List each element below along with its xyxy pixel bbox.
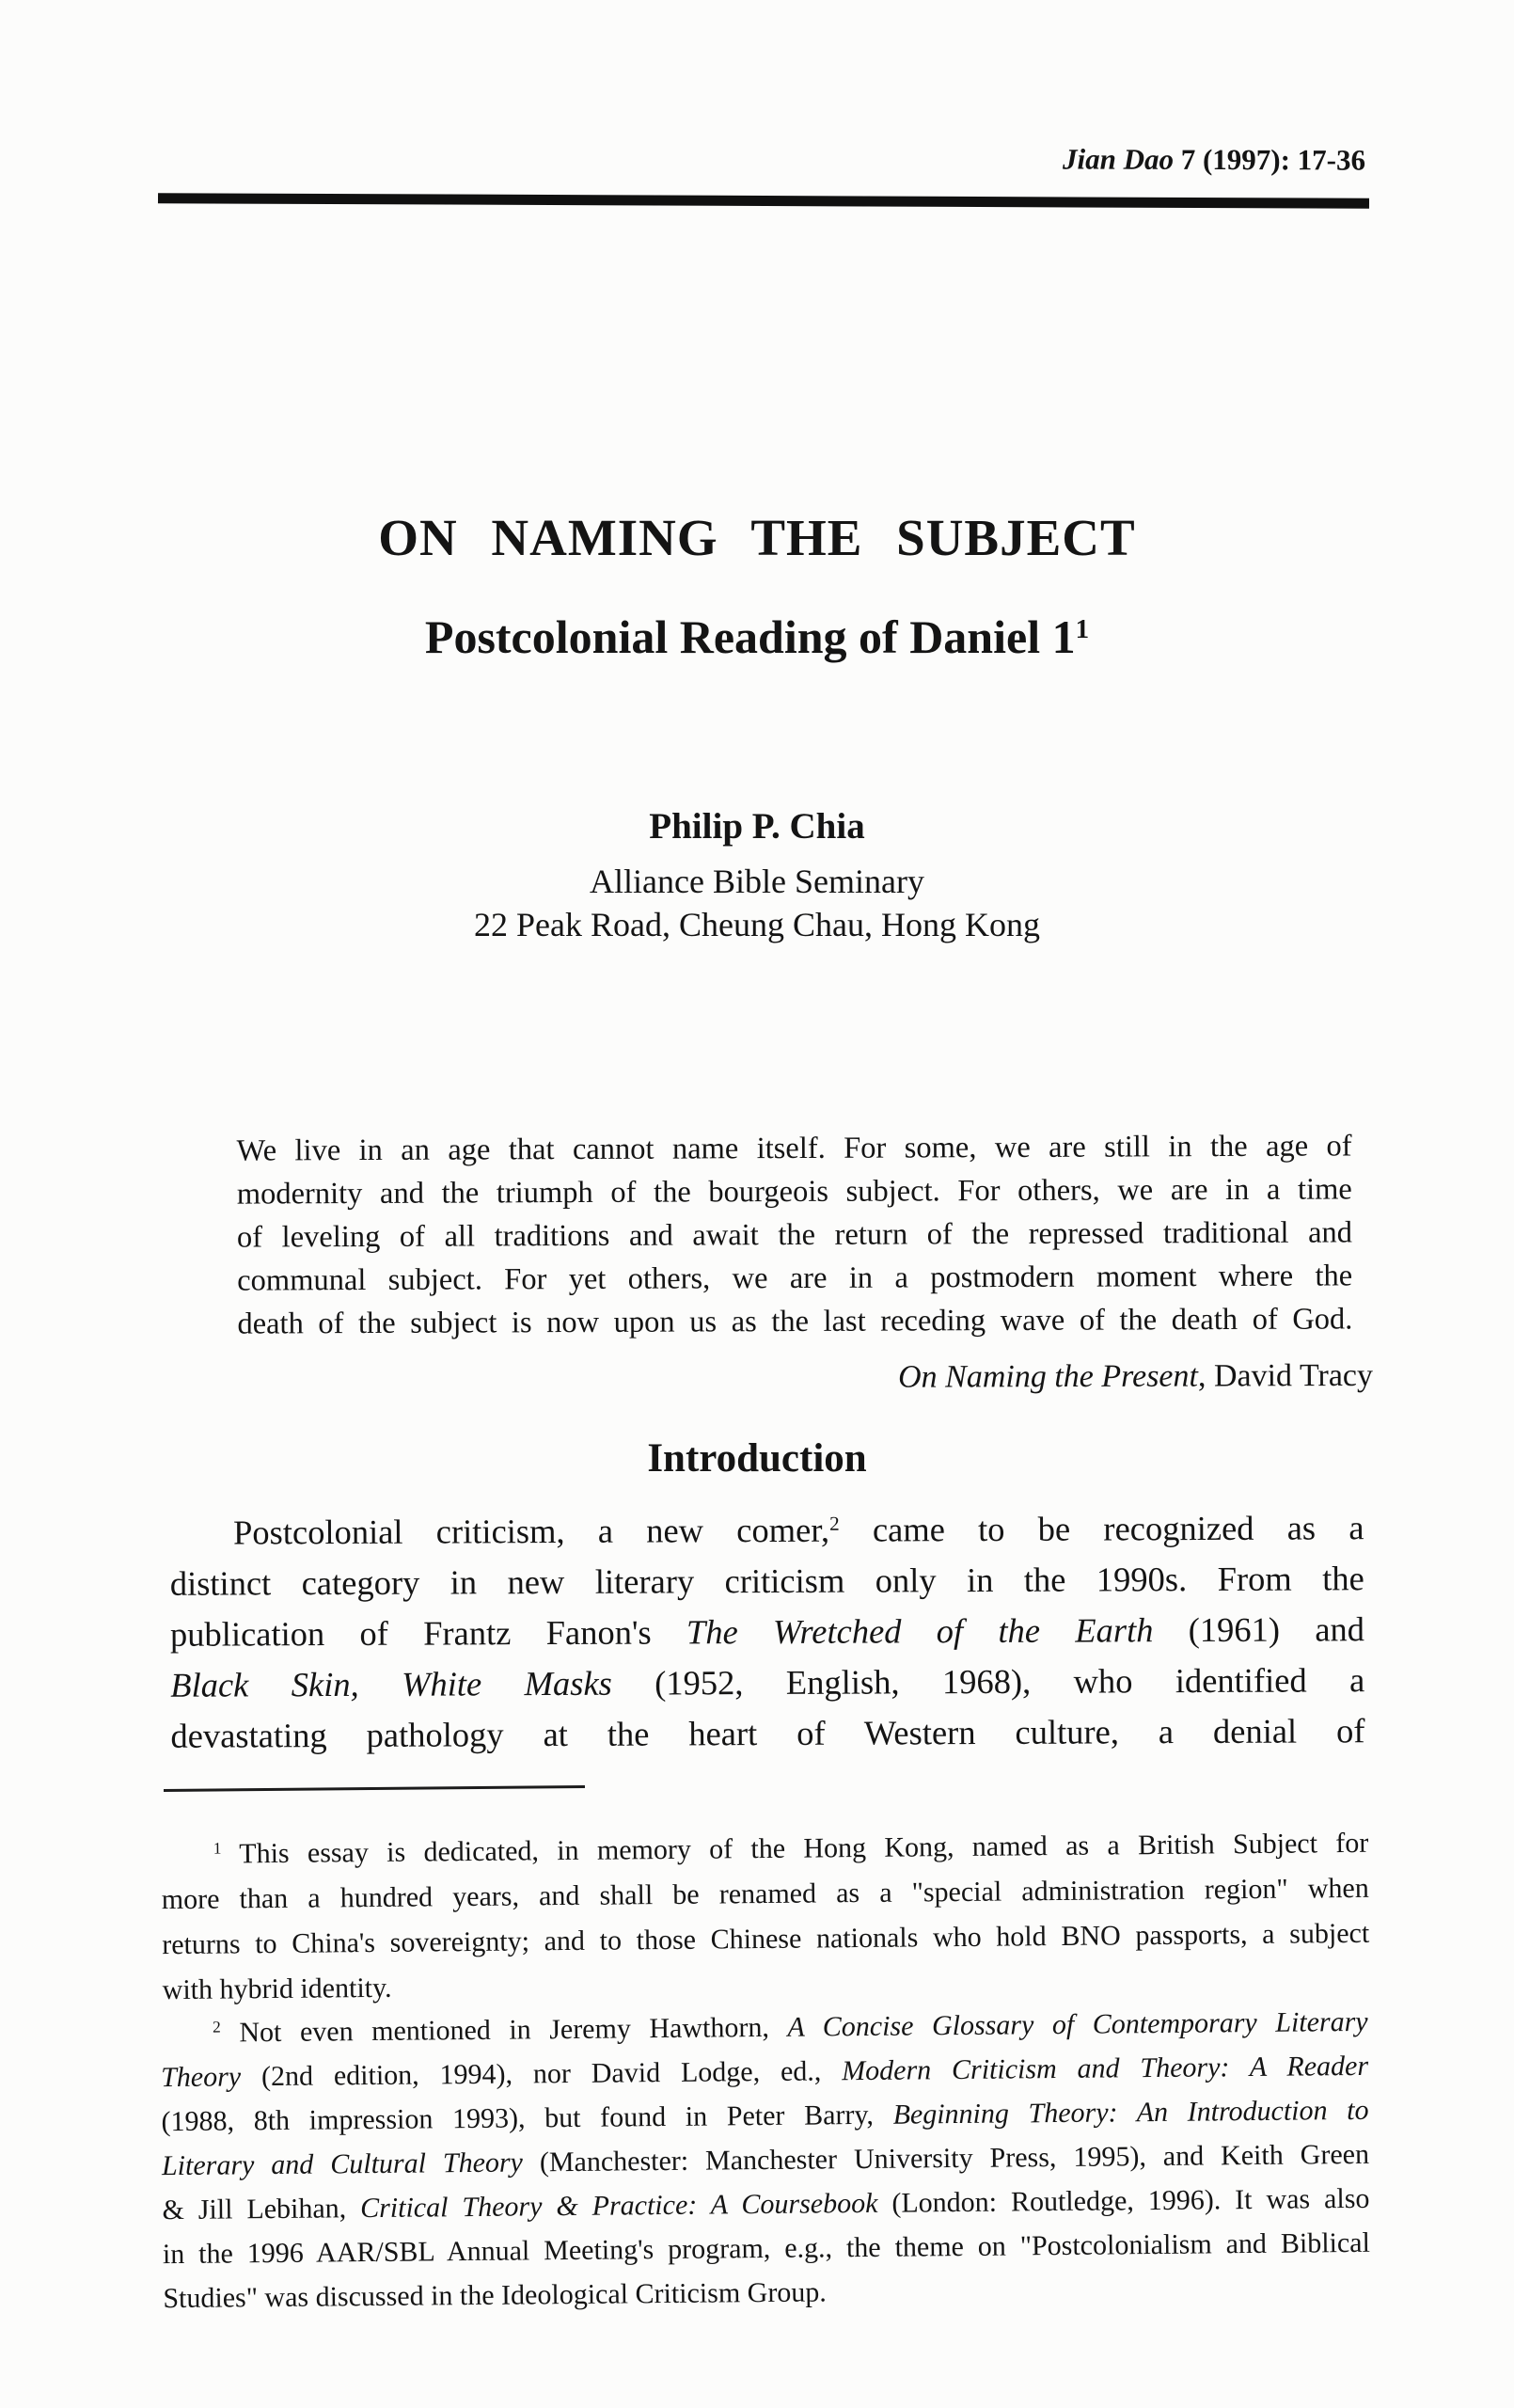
epigraph-quote <box>237 1124 1353 1345</box>
text-line <box>170 1705 1364 1762</box>
text-run: Literary and Cultural Theory <box>161 2147 524 2182</box>
text-run: modernity and the triumph of the bourgeois subject. For others, we are in a time <box>236 1172 1352 1212</box>
text-run: Critical Theory & Practice: A Coursebook <box>360 2187 878 2225</box>
text-run: Beginning Theory: An Introduction to <box>892 2094 1369 2131</box>
text-run: (London: Routledge, 1996). It was also <box>877 2182 1370 2219</box>
title-footnote-marker: 1 <box>1075 614 1090 645</box>
journal-title: Jian Dao <box>1062 142 1175 176</box>
text-run: of leveling of all traditions and await the return of the repressed traditional and <box>236 1215 1353 1255</box>
text-run: The Wretched of the Earth <box>686 1610 1154 1652</box>
text-run: returns to China's sovereignty; and to those Chinese nationals who hold BNO passports, a subject <box>162 1917 1370 1961</box>
text-run: This essay is dedicated, in memory of the Hong Kong, named as a British Subject for <box>221 1827 1369 1870</box>
section-heading: Introduction <box>647 1436 867 1481</box>
text-run: , David Tracy <box>1197 1357 1374 1394</box>
journal-citation: 7 (1997): 17-36 <box>1173 142 1366 177</box>
text-line <box>237 1124 1352 1172</box>
text-line <box>170 1655 1364 1711</box>
text-run: (Manchester: Manchester University Press, 1995), and Keith Green <box>522 2138 1370 2178</box>
footnote-marker: 1 <box>213 1838 222 1859</box>
text-run: Modern Criticism and Theory: A Reader <box>842 2050 1369 2087</box>
text-run: Studies" was discussed in the Ideological Criticism Group. <box>163 2276 827 2315</box>
author-address: 22 Peak Road, Cheung Chau, Hong Kong <box>474 906 1040 943</box>
text-run: in the 1996 AAR/SBL Annual Meeting's program, e.g., the theme on "Postcolonialism and Biblical <box>162 2226 1371 2271</box>
text-run: Black Skin, White Masks <box>170 1663 612 1704</box>
footnote-2 <box>160 2000 1370 2321</box>
text-run: (2nd edition, 1994), nor David Lodge, ed., <box>240 2055 843 2093</box>
text-run: communal subject. For yet others, we are in a postmodern moment where the <box>237 1259 1353 1298</box>
text-run: A Concise Glossary of Contemporary Literary <box>787 2005 1368 2043</box>
body-paragraph <box>169 1502 1364 1762</box>
text-line <box>170 1604 1364 1660</box>
author-affiliation: Alliance Bible Seminary <box>590 863 924 900</box>
text-run: with hybrid identity. <box>162 1972 392 2006</box>
text-run: On Naming the Present <box>897 1358 1198 1395</box>
text-run: Not even mentioned in Jeremy Hawthorn, <box>220 2011 788 2049</box>
footnote-marker: 2 <box>829 1513 840 1536</box>
epigraph-attribution <box>237 1358 1373 1398</box>
article-title: ON NAMING THE SUBJECT <box>378 509 1136 566</box>
header-rule <box>158 193 1369 209</box>
text-run: & Jill Lebihan, <box>162 2193 361 2226</box>
text-run: came to be recognized as a <box>839 1508 1364 1549</box>
footnote-marker: 2 <box>213 2017 221 2037</box>
text-run: more than a hundred years, and shall be renamed as a "special administration region" when <box>161 1872 1369 1916</box>
text-run: distinct category in new literary criticism only in the 1990s. From the <box>169 1559 1364 1603</box>
author-name: Philip P. Chia <box>649 806 865 847</box>
text-line <box>170 1553 1364 1609</box>
text-run: (1961) and <box>1153 1609 1365 1650</box>
text-line <box>237 1254 1352 1302</box>
journal-running-head <box>1063 142 1365 177</box>
text-run: (1988, 8th impression 1993), but found in Peter Barry, <box>161 2099 893 2138</box>
text-line <box>169 1502 1364 1559</box>
article-subtitle <box>0 610 1514 664</box>
text-run: (1952, English, 1968), who identified a <box>611 1660 1365 1703</box>
text-run: publication of Frantz Fanon's <box>169 1612 687 1654</box>
text-run: We live in an age that cannot name itself. For some, we are still in the age of <box>236 1129 1352 1168</box>
text-line <box>237 1297 1352 1345</box>
text-run: death of the subject is now upon us as the last receding wave of the death of God. <box>237 1302 1353 1341</box>
text-line <box>237 1211 1352 1259</box>
text-run: Theory <box>160 2061 242 2094</box>
text-run: devastating pathology at the heart of Western culture, a denial of <box>170 1711 1365 1755</box>
footnote-1 <box>161 1821 1370 2013</box>
text-line <box>237 1167 1352 1215</box>
text-run: Postcolonial criticism, a new comer, <box>232 1510 830 1552</box>
article-subtitle-text: Postcolonial Reading of Daniel 1 <box>424 610 1076 663</box>
footnote-separator-rule <box>164 1785 585 1792</box>
